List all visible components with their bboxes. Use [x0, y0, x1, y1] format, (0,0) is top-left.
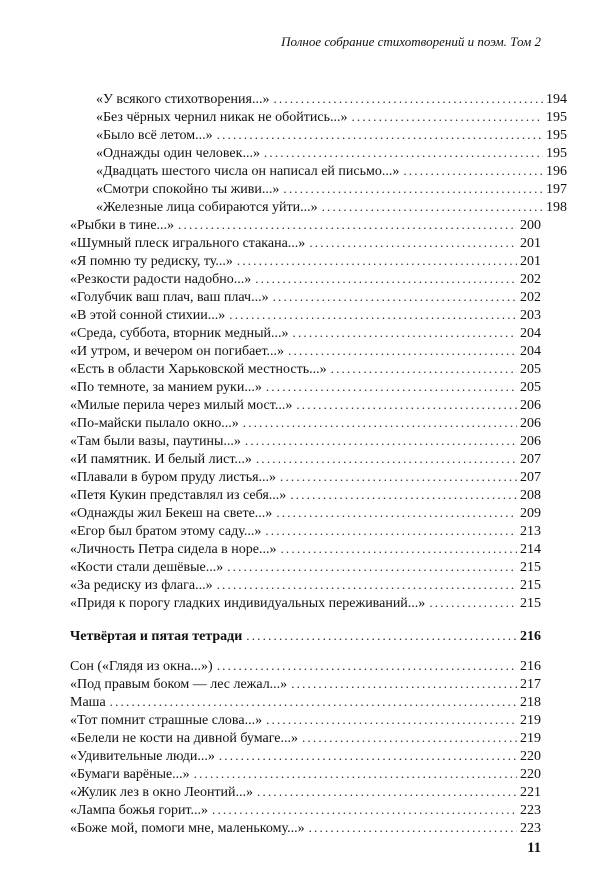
toc-entry-label: «И утром, и вечером он погибает...» — [70, 344, 285, 359]
toc-entry-label: «Удивительные люди...» — [70, 749, 215, 764]
toc-row — [70, 162, 567, 180]
toc-entry-page: 198 — [546, 200, 567, 215]
toc-entry-label: «Кости стали дешёвые...» — [70, 560, 224, 575]
toc-row — [70, 693, 541, 711]
dot-leader — [256, 450, 517, 468]
dot-leader — [257, 783, 517, 801]
toc-row — [70, 396, 541, 414]
toc-heading-row — [70, 627, 541, 645]
dot-leader — [237, 252, 517, 270]
toc-row — [70, 468, 541, 486]
dot-leader — [309, 234, 517, 252]
toc-row — [70, 378, 541, 396]
toc-row — [70, 522, 541, 540]
toc-entry-page: 195 — [546, 110, 567, 125]
toc-entry-label: «Рыбки в тине...» — [70, 218, 175, 233]
toc-entry-label: «По темноте, за манием руки...» — [70, 380, 262, 395]
toc-entry-page: 197 — [546, 182, 567, 197]
dot-leader — [309, 819, 517, 837]
toc-row — [70, 711, 541, 729]
toc-entry-label: «Тот помнит страшные слова...» — [70, 713, 263, 728]
toc-entry-page: 195 — [546, 146, 567, 161]
toc-entry-page: 215 — [520, 596, 541, 611]
dot-leader — [217, 657, 517, 675]
toc-entry-label: «Резкости радости надобно...» — [70, 272, 252, 287]
toc-entry-label: «Есть в области Харьковской местность...» — [70, 362, 327, 377]
toc-entry-label: Маша — [70, 695, 106, 710]
toc-row — [70, 504, 541, 522]
dot-leader — [351, 108, 543, 126]
toc-row — [70, 324, 541, 342]
toc-entry-page: 201 — [520, 236, 541, 251]
toc-entry-label: «Без чёрных чернил никак не обойтись...» — [96, 110, 348, 125]
toc-row — [70, 729, 541, 747]
toc-row — [70, 342, 541, 360]
toc-entry-page: 214 — [520, 542, 541, 557]
dot-leader — [264, 144, 543, 162]
toc-row — [70, 432, 541, 450]
toc-entry-label: «Лампа божья горит...» — [70, 803, 208, 818]
toc-row — [70, 306, 541, 324]
dot-leader — [217, 576, 517, 594]
dot-leader — [302, 729, 517, 747]
toc-entry-label: «Бумаги варёные...» — [70, 767, 190, 782]
dot-leader — [266, 378, 517, 396]
dot-leader — [290, 486, 517, 504]
running-header: Полное собрание стихотворений и поэм. Том 2 — [281, 34, 541, 49]
toc-entry-label: «Железные лица собираются уйти...» — [96, 200, 318, 215]
dot-leader — [331, 360, 517, 378]
toc-entry-page: 220 — [520, 767, 541, 782]
toc-row — [70, 675, 541, 693]
dot-leader — [288, 342, 517, 360]
toc-entry-label: «Личность Петра сидела в норе...» — [70, 542, 277, 557]
dot-leader — [212, 801, 517, 819]
toc-row — [70, 144, 567, 162]
dot-leader — [229, 306, 517, 324]
toc-row — [70, 540, 541, 558]
toc-entry-label: «Егор был братом этому саду...» — [70, 524, 262, 539]
toc-entry-page: 209 — [520, 506, 541, 521]
dot-leader — [276, 504, 517, 522]
dot-leader — [219, 747, 517, 765]
dot-leader — [291, 675, 517, 693]
toc-entry-label: «Под правым боком — лес лежал...» — [70, 677, 288, 692]
toc-entry-page: 207 — [520, 470, 541, 485]
toc-entry-label: «Голубчик ваш плач, ваш плач...» — [70, 290, 269, 305]
footer-page-number: 11 — [527, 840, 541, 856]
toc-entry-label: Четвёртая и пятая тетради — [70, 629, 243, 644]
toc-row — [70, 90, 567, 108]
toc-row — [70, 450, 541, 468]
toc-entry-page: 204 — [520, 326, 541, 341]
toc-entry-label: «Милые перила через милый мост...» — [70, 398, 293, 413]
toc-entry-page: 223 — [520, 821, 541, 836]
toc-row — [70, 180, 567, 198]
toc-entry-page: 208 — [520, 488, 541, 503]
toc-entry-label: «Там были вазы, паутины...» — [70, 434, 241, 449]
toc-entry-label: «Белели не кости на дивной бумаге...» — [70, 731, 298, 746]
toc-row — [70, 558, 541, 576]
dot-leader — [273, 90, 543, 108]
toc-entry-label: «Двадцать шестого числа он написал ей письмо...» — [96, 164, 400, 179]
toc-entry-label: «Смотри спокойно ты живи...» — [96, 182, 280, 197]
dot-leader — [217, 126, 543, 144]
toc-row — [70, 288, 541, 306]
toc-row — [70, 414, 541, 432]
toc-entry-page: 219 — [520, 713, 541, 728]
dot-leader — [178, 216, 517, 234]
toc-entry-page: 194 — [546, 92, 567, 107]
toc-entry-page: 196 — [546, 164, 567, 179]
toc-entry-label: «По-майски пылало окно...» — [70, 416, 239, 431]
toc-entry-page: 217 — [520, 677, 541, 692]
toc-row — [70, 819, 541, 837]
toc-row — [70, 765, 541, 783]
toc-entry-page: 205 — [520, 380, 541, 395]
toc-entry-label: «Петя Кукин представлял из себя...» — [70, 488, 287, 503]
toc-list — [70, 90, 567, 837]
toc-entry-page: 216 — [520, 629, 541, 644]
toc-entry-label: «Шумный плеск игрального стакана...» — [70, 236, 306, 251]
toc-entry-label: «Жулик лез в окно Леонтий...» — [70, 785, 254, 800]
dot-leader — [255, 270, 517, 288]
toc-entry-page: 205 — [520, 362, 541, 377]
toc-entry-page: 200 — [520, 218, 541, 233]
toc-entry-page: 202 — [520, 272, 541, 287]
toc-entry-label: «В этой сонной стихии...» — [70, 308, 226, 323]
toc-entry-label: «Боже мой, помоги мне, маленькому...» — [70, 821, 305, 836]
toc-entry-page: 213 — [520, 524, 541, 539]
toc-entry-page: 220 — [520, 749, 541, 764]
dot-leader — [265, 522, 517, 540]
toc-entry-label: «У всякого стихотворения...» — [96, 92, 270, 107]
dot-leader — [246, 627, 517, 645]
toc-entry-label: Сон («Глядя из окна...») — [70, 659, 213, 674]
toc-entry-page: 215 — [520, 578, 541, 593]
toc-row — [70, 252, 541, 270]
toc-entry-label: «Однажды жил Бекеш на свете...» — [70, 506, 273, 521]
toc-row — [70, 657, 541, 675]
dot-leader — [293, 324, 518, 342]
toc-entry-page: 206 — [520, 416, 541, 431]
dot-leader — [280, 540, 517, 558]
toc-entry-label: «Плавали в буром пруду листья...» — [70, 470, 277, 485]
toc-row — [70, 486, 541, 504]
toc-row — [70, 801, 541, 819]
toc-row — [70, 198, 567, 216]
toc-row — [70, 108, 567, 126]
dot-leader — [227, 558, 517, 576]
toc-entry-page: 207 — [520, 452, 541, 467]
toc-entry-label: «Я помню ту редиску, ту...» — [70, 254, 233, 269]
toc-entry-label: «И памятник. И белый лист...» — [70, 452, 252, 467]
toc-entry-label: «Однажды один человек...» — [96, 146, 260, 161]
dot-leader — [110, 693, 517, 711]
dot-leader — [403, 162, 543, 180]
toc-entry-page: 219 — [520, 731, 541, 746]
toc-entry-page: 203 — [520, 308, 541, 323]
toc-row — [70, 270, 541, 288]
dot-leader — [296, 396, 517, 414]
toc-row — [70, 747, 541, 765]
toc-row — [70, 126, 567, 144]
toc-entry-page: 201 — [520, 254, 541, 269]
toc-entry-label: «Было всё летом...» — [96, 128, 213, 143]
dot-leader — [429, 594, 517, 612]
toc-row — [70, 594, 541, 612]
dot-leader — [266, 711, 517, 729]
toc-entry-page: 218 — [520, 695, 541, 710]
dot-leader — [280, 468, 517, 486]
toc-row — [70, 216, 541, 234]
toc-entry-page: 223 — [520, 803, 541, 818]
dot-leader — [322, 198, 543, 216]
dot-leader — [194, 765, 517, 783]
dot-leader — [245, 432, 517, 450]
toc-entry-page: 215 — [520, 560, 541, 575]
toc-row — [70, 360, 541, 378]
toc-entry-page: 204 — [520, 344, 541, 359]
toc-entry-label: «За редиску из флага...» — [70, 578, 213, 593]
toc-entry-page: 206 — [520, 434, 541, 449]
dot-leader — [243, 414, 517, 432]
toc-entry-page: 216 — [520, 659, 541, 674]
toc-entry-label: «Среда, суббота, вторник медный...» — [70, 326, 289, 341]
toc-entry-page: 202 — [520, 290, 541, 305]
toc-entry-page: 195 — [546, 128, 567, 143]
toc-row — [70, 576, 541, 594]
toc-entry-page: 221 — [520, 785, 541, 800]
toc-row — [70, 783, 541, 801]
toc-entry-label: «Придя к порогу гладких индивидуальных переживаний...» — [70, 596, 426, 611]
dot-leader — [273, 288, 517, 306]
toc-entry-page: 206 — [520, 398, 541, 413]
dot-leader — [283, 180, 543, 198]
toc-row — [70, 234, 541, 252]
